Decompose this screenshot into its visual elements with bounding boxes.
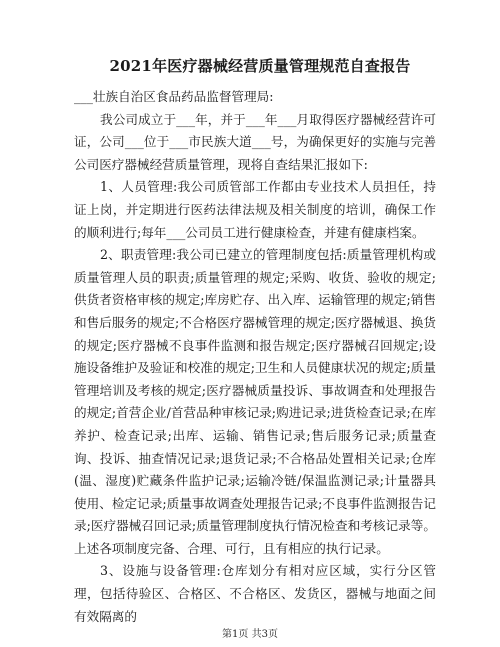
- document-title: 2021年医疗器械经营质量管理规范自查报告: [109, 57, 411, 75]
- paragraph-intro: 我公司成立于___年，并于___年___月取得医疗器械经营许可证，公司___位于___市民族大道___号，为确保更好的实施与完善公司医疗器械经营质量管理，现将自查结果汇报如下:: [74, 111, 436, 172]
- salutation: ___壮族自治区食品药品监督管理局:: [74, 89, 274, 104]
- paragraph-facilities: 3、设施与设备管理:仓库划分有相对应区域，实行分区管理，包括待验区、合格区、不合格区、发货区，器械与地面之间有效隔离的: [74, 563, 436, 624]
- paragraph-responsibilities: 2、职责管理:我公司已建立的管理制度包括:质量管理机构或质量管理人员的职责;质量管理的规定;采购、收货、验收的规定;供货者资格审核的规定;库房贮存、出入库、运输管理的规定;销售和售后服务的规定;不合格医疗器械管理的规定;医疗器械退、换货的规定;医疗器械不良事件监测和报告规定;医疗器械召回规定;设施设备维护及验证和校准的规定;卫生和人员健康状况的规定;质量管理培训及考核的规定;医疗器械质量投诉、事故调查和处理报告的规定;首营企业/首营品种审核记录;购进记录;进货检查记录;在库养护、检查记录;出库、运输、销售记录;售后服务记录;质量查询、投诉、抽查情况记录;退货记录;不合格品处置相关记录;仓库(温、湿度)贮藏条件监护记录;运输冷链/保温监测记录;计量器具使用、检定记录;质量事故调查处理报告记录;不良事件监测报告记录;医疗器械召回记录;质量管理制度执行情况检查和考核记录等。上述各项制度完备、合理、可行，且有相应的执行记录。: [74, 247, 436, 556]
- paragraph-personnel: 1、人员管理:我公司质管部工作都由专业技术人员担任，持证上岗，并定期进行医药法律法规及相关制度的培训，确保工作的顺利进行;每年___公司员工进行健康检查，并建有健康档案。: [74, 179, 436, 240]
- page-footer: 第1页 共3页: [222, 629, 278, 640]
